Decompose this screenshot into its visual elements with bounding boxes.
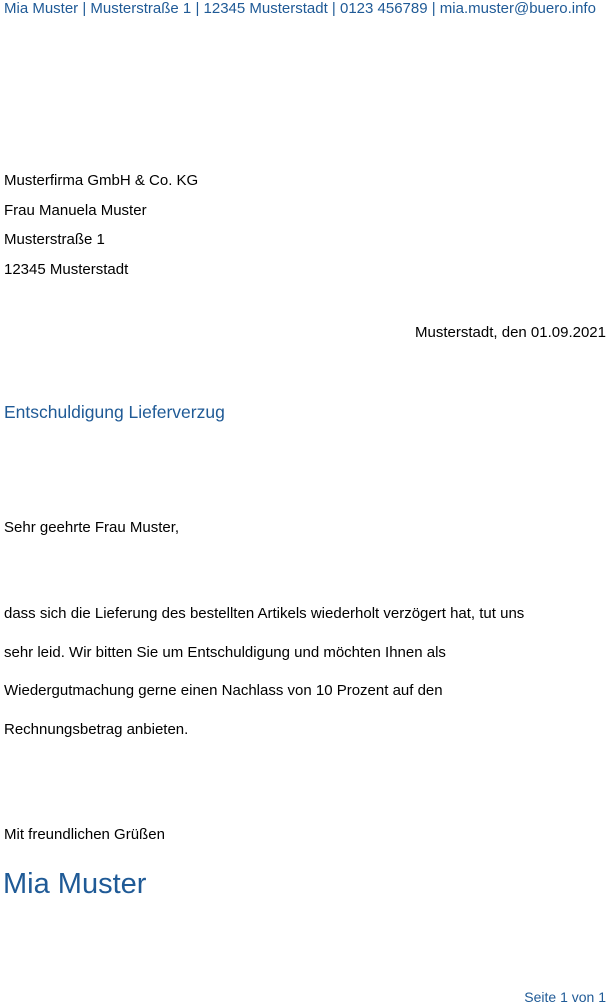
body-line: Wiedergutmachung gerne einen Nachlass von 10 Prozent auf den	[4, 682, 443, 699]
salutation: Sehr geehrte Frau Muster,	[4, 519, 180, 536]
signature-name: Mia Muster	[3, 868, 147, 900]
letter-body	[4, 595, 524, 749]
closing-phrase: Mit freundlichen Grüßen	[4, 826, 165, 843]
sender-address-line: Mia Muster | Musterstraße 1 | 12345 Musterstadt | 0123 456789 | mia.muster@buero.info	[4, 0, 596, 17]
recipient-address-block	[4, 166, 198, 284]
recipient-company: Musterfirma GmbH & Co. KG	[4, 172, 199, 189]
body-line: Rechnungsbetrag anbieten.	[4, 720, 189, 738]
recipient-person: Frau Manuela Muster	[4, 201, 147, 219]
body-line: sehr leid. Wir bitten Sie um Entschuldigung und möchten Ihnen als	[4, 643, 446, 661]
page-number: Seite 1 von 1	[524, 989, 606, 1005]
letter-date: Musterstadt, den 01.09.2021	[415, 324, 606, 341]
recipient-street: Musterstraße 1	[4, 231, 105, 248]
letter-subject: Entschuldigung Lieferverzug	[4, 402, 225, 422]
body-line: dass sich die Lieferung des bestellten Artikels wiederholt verzögert hat, tut uns	[4, 605, 525, 622]
recipient-city: 12345 Musterstadt	[4, 260, 129, 278]
